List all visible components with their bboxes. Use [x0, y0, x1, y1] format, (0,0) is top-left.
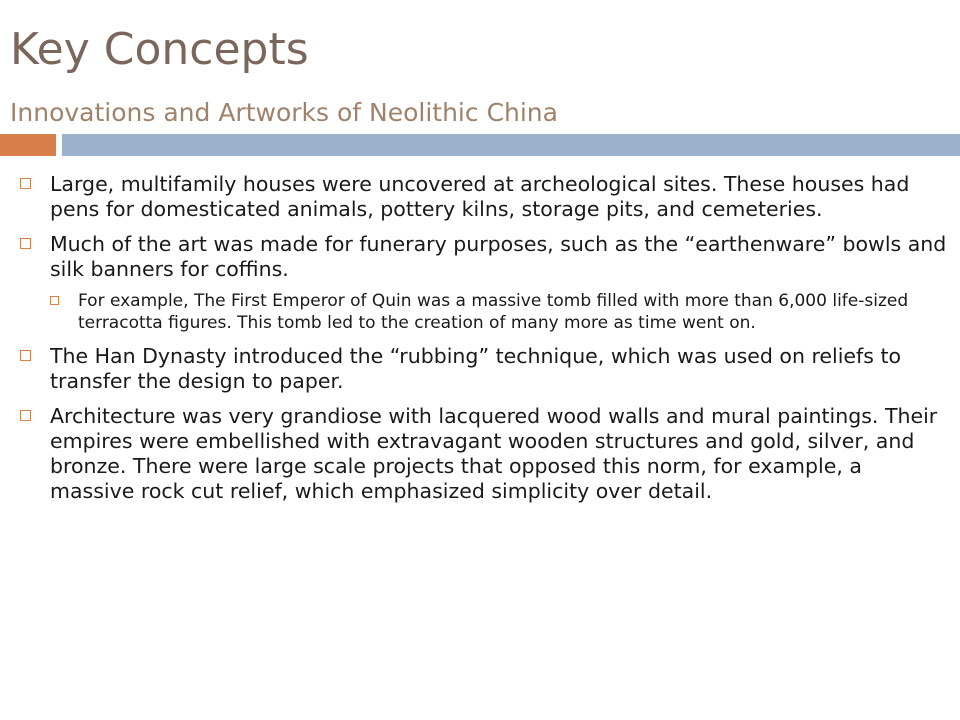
sub-bullet-item: [50, 290, 948, 334]
square-bullet-icon: [20, 410, 31, 421]
accent-bar: [0, 134, 56, 156]
slide-subtitle: Innovations and Artworks of Neolithic China: [10, 98, 558, 127]
slide-title: Key Concepts: [10, 24, 309, 75]
square-bullet-icon: [20, 350, 31, 361]
bullet-text: Architecture was very grandiose with lacquered wood walls and mural paintings. Their empires were embellished with extravagant wooden structures and gold, silver, and bronze. There were large scale projects that opposed this norm, for example, a massive rock cut relief, which emphasized simplicity over detail.: [50, 404, 938, 503]
bullet-list: [18, 172, 948, 514]
bullet-item: [18, 404, 948, 504]
bullet-text: The Han Dynasty introduced the “rubbing” technique, which was used on reliefs to transfer the design to paper.: [50, 344, 902, 393]
square-bullet-icon: [20, 238, 31, 249]
bullet-item: [18, 344, 948, 394]
header-bar: [62, 134, 960, 156]
bullet-item: [18, 172, 948, 222]
sub-bullet-text: For example, The First Emperor of Quin was a massive tomb filled with more than 6,000 life-sized terracotta figures. This tomb led to the creation of many more as time went on.: [78, 291, 909, 333]
square-bullet-icon: [20, 178, 31, 189]
square-bullet-icon: [50, 296, 59, 305]
bullet-item: [18, 232, 948, 282]
bullet-text: Large, multifamily houses were uncovered at archeological sites. These houses had pens for domesticated animals, pottery kilns, storage pits, and cemeteries.: [50, 172, 910, 221]
bullet-text: Much of the art was made for funerary purposes, such as the “earthenware” bowls and silk banners for coffins.: [50, 232, 947, 281]
